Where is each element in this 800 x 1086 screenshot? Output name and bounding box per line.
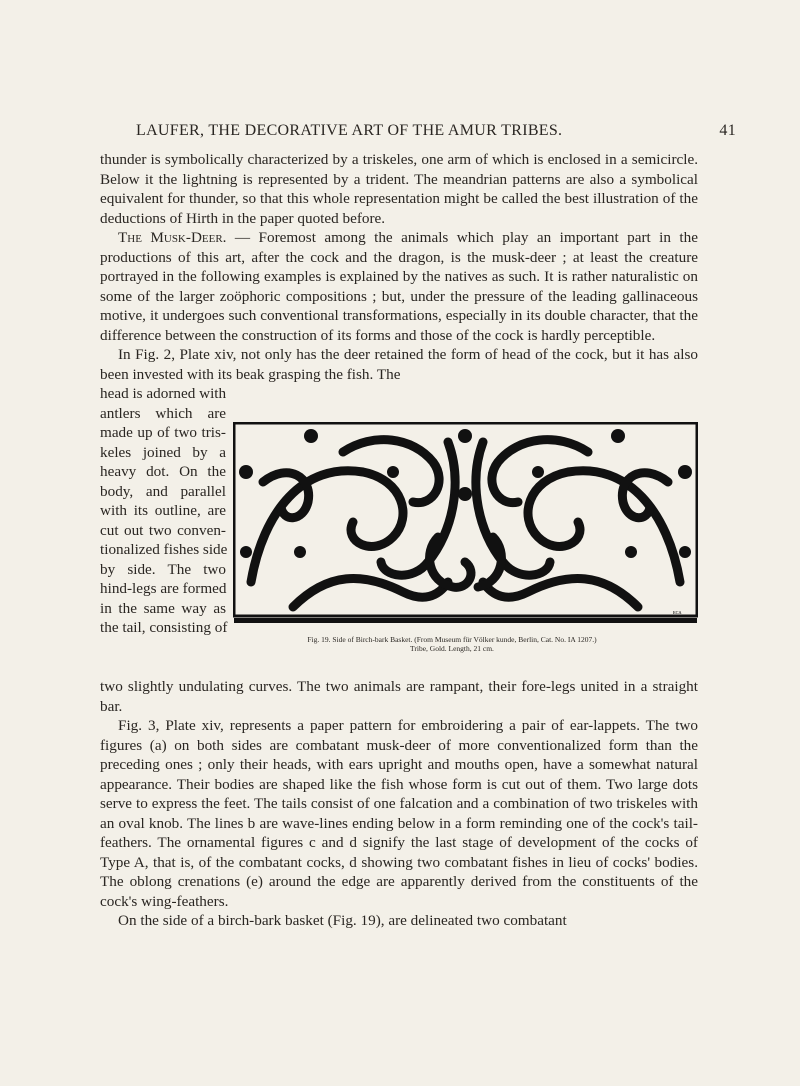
wrap-line: with its outline, are [100, 502, 226, 519]
wrap-line: keles joined by a [100, 443, 226, 461]
wrap-line: antlers which are [100, 404, 226, 422]
wrap-line: made up of two tris- [100, 424, 226, 441]
paragraph-4: Fig. 3, Plate xiv, represents a paper pattern for embroidering a pair of ear-lappets. The two figures (a) on both sides are combatant musk-deer of more conventionalized form than the preceding ones ; only their heads, with ears upright and mouths open, have a somewhat natural appearance. Their bodies are shaped like the fish whose form is cut out of them. Two large dots serve to express the feet. The tails consist of one falcation and a combination of two triskeles with an oval knob. The lines b are wave-lines ending below in a form reminding one of the cock's tail-feathers. The ornamental figures c and d signify the last stage of development of the cocks of Type A, that is, of the combatant cocks, d showing two combatant fishes in lieu of cocks' bodies. The oblong crenations (e) around the edge are apparently derived from the constituents of the cock's wing-feathers. [100, 717, 698, 910]
figure-caption [206, 635, 698, 653]
paragraph-5: On the side of a birch-bark basket (Fig. 19), are delineated two combatant [118, 912, 567, 929]
paragraph-1: thunder is symbolically characterized by a triskeles, one arm of which is enclosed in a semicircle. Below it the lightning is represented by a trident. The meandrian patterns are also a symbolical equivalent for thunder, so that this whole representation might be called the best illustration of the deductions of Hirth in the paper quoted before. [100, 151, 698, 227]
running-head-title: LAUFER, THE DECORATIVE ART OF THE AMUR TRIBES. [136, 122, 563, 139]
body-text [100, 150, 698, 931]
figure-19 [233, 422, 698, 653]
wrap-line: tionalized fishes side [100, 541, 228, 558]
wrap-line: cut out two conven- [100, 521, 226, 539]
page-number: 41 [719, 122, 736, 139]
paragraph-3-start: In Fig. 2, Plate xiv, not only has the deer retained the form of head of the cock, but it has also been invested with its beak grasping the fish. The [100, 346, 698, 383]
wrap-line: heavy dot. On the [100, 463, 226, 480]
birch-bark-ornament [233, 422, 698, 632]
wrap-line: by side. The two [100, 560, 226, 578]
wrap-line: hind-legs are formed [100, 580, 227, 597]
wrap-line: body, and parallel [100, 482, 226, 500]
wrap-line: head is adorned with [100, 385, 227, 402]
wrap-line: the tail, consisting of [100, 619, 228, 636]
figure-wrap-region [100, 384, 698, 735]
figure-signature: ᴇᴄᴀ [673, 610, 682, 616]
wrap-line: in the same way as [100, 599, 226, 617]
caption-line-2: Tribe, Gold. Length, 21 cm. [410, 644, 494, 653]
section-heading: The Musk-Deer. [118, 229, 227, 246]
paragraph-2-body: — Foremost among the animals which play an important part in the productions of this art, after the cock and the dragon, is the musk-deer ; at least the creature portrayed in the following examples is explained by the natives as such. It is rather naturalistic on some of the larger zoöphoric compositions ; but, under the pressure of the leading gallinaceous motive, it undergoes such conventional transformations, especially in its double character, that the difference between the construction of its forms and those of the cock is hardly perceptible. [100, 229, 698, 344]
paragraph-2 [100, 228, 698, 345]
paragraph-3-end: two slightly undulating curves. The two animals are rampant, their fore-legs united in a straight bar. [100, 678, 698, 715]
caption-line-1: Fig. 19. Side of Birch-bark Basket. (From Museum für Völker kunde, Berlin, Cat. No. IA 1207.) [307, 635, 597, 644]
wrapped-text [100, 384, 226, 638]
